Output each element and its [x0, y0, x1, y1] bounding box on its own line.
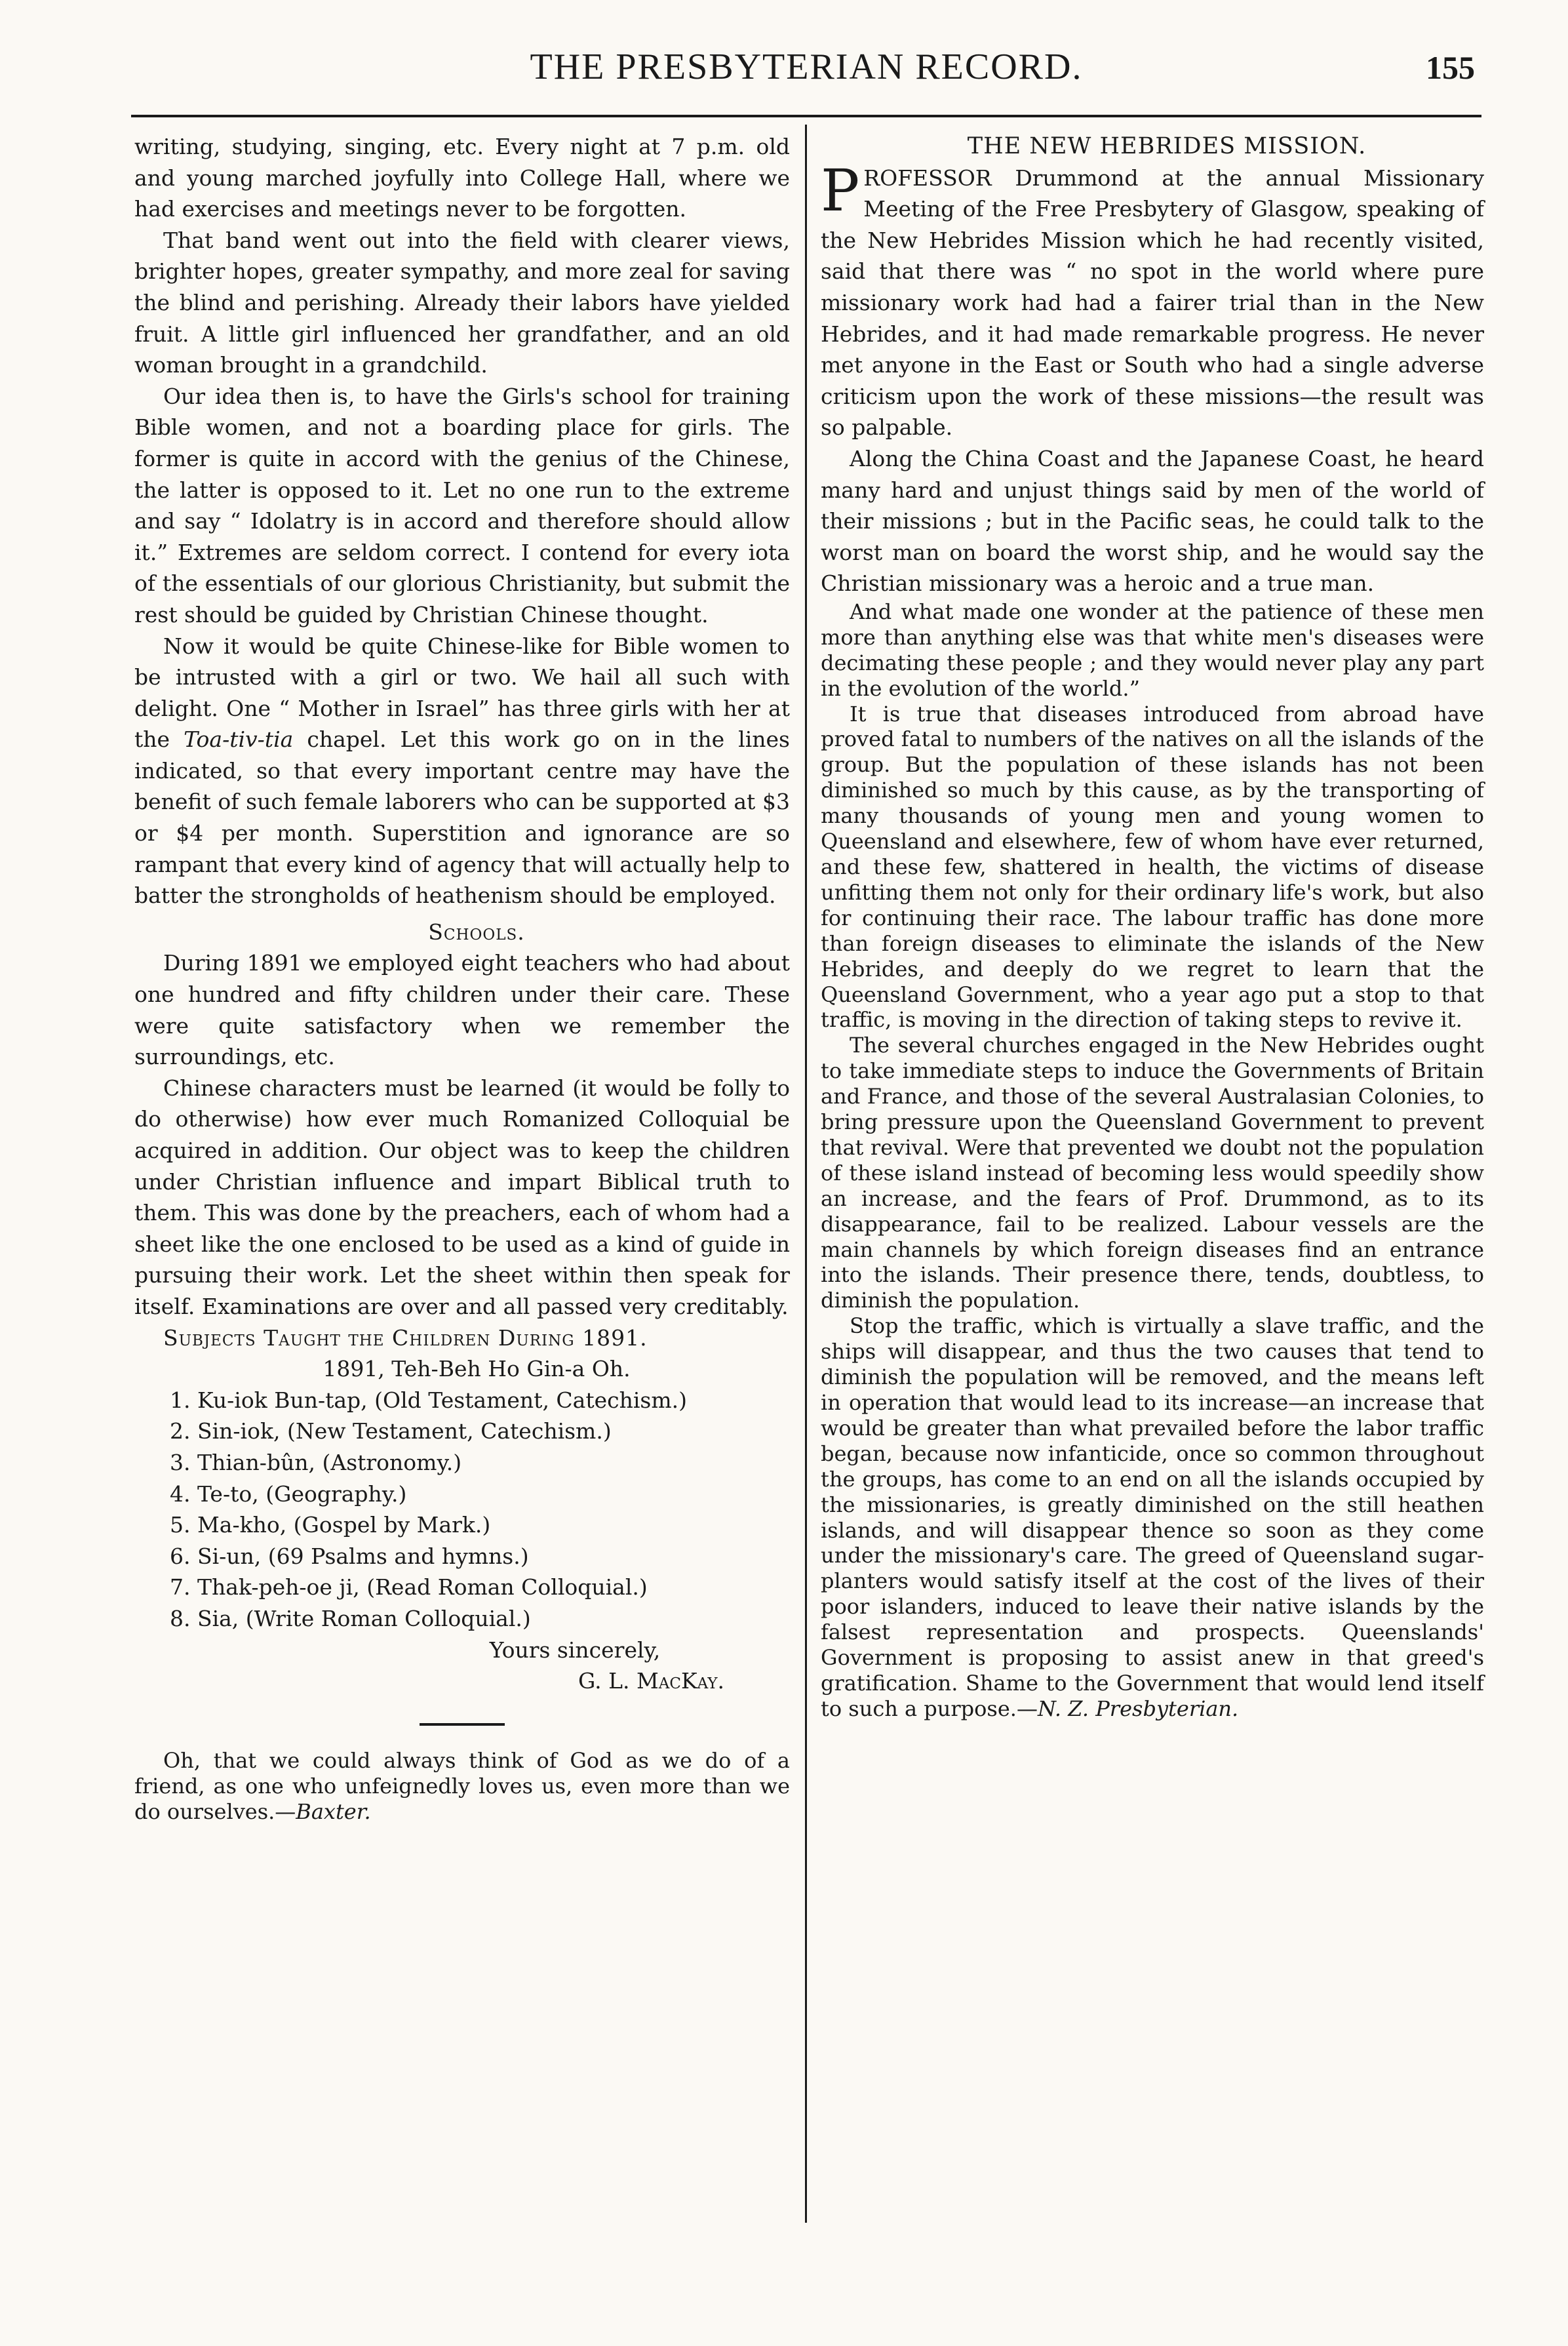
list-item: 7. Thak-peh-oe ji, (Read Roman Colloquial.) [170, 1574, 648, 1600]
article-heading: THE NEW HEBRIDES MISSION. [967, 133, 1367, 159]
list-item: 6. Si-un, (69 Psalms and hymns.) [170, 1543, 529, 1569]
paragraph-text: ROFESSOR Drummond at the annual Missionary Meeting of the Free Presbytery of Glasgow, speaking of the New Hebrides Mission which he had recently visited, said that there was “ no spot in the world where pure missionary work had had a fairer trial than in the New Hebrides, and it had made remarkable progress. He never met anyone in the East or South who had a single adverse criticism upon the work of these missions—the result was so palpable. [821, 165, 1484, 441]
paragraph [821, 156, 1484, 443]
list-item: 5. Ma-kho, (Gospel by Mark.) [170, 1512, 491, 1538]
paragraph: Along the China Coast and the Japanese Coast, he heard many hard and unjust things said by men of the world of their missions ; but in the Pacific seas, he could talk to the worst man on board the worst ship, and he would say the Christian missionary was a heroic and a true man. [821, 445, 1484, 597]
right-column [821, 131, 1484, 1722]
subjects-subheading: 1891, Teh-Beh Ho Gin-a Oh. [323, 1356, 631, 1382]
left-column [134, 131, 790, 1824]
paragraph-text: Stop the traffic, which is virtually a slave traffic, and the ships will disappear, and thus the two causes that tend to diminish the population will be removed, and the means left in operation that would lead to its increase—an increase that would be greater than what prevailed before the labor traffic began, because now infanticide, once so common throughout the groups, has come to an end on all the islands occupied by the missionaries, is greatly diminished on the still heathen islands, and will disappear thence so soon as they come under the missionary's care. The greed of Queensland sugar-planters would satisfy itself at the cost of the lives of their poor islanders, induced to leave their native islands by the falsest representation and prospects. Queenslands' Government is proposing to assist anew in that greed's gratification. Shame to the Government that would lend itself to such a purpose.— [821, 1313, 1484, 1721]
schools-heading: Schools. [428, 919, 525, 945]
list-item: 3. Thian-bûn, (Astronomy.) [170, 1449, 462, 1475]
quote [134, 1748, 790, 1825]
paragraph: It is true that diseases introduced from abroad have proved fatal to numbers of the natives on all the islands of the group. But the population of these islands has not been diminished so much by this cause, as by the transporting of many thousands of young men and young women to Queensland and elsewhere, few of whom have ever returned, and these few, shattered in health, the victims of disease unfitting them not only for their ordinary life's work, but also for continuing their race. The labour traffic has done more than foreign diseases to eliminate the islands of the New Hebrides, and deeply do we regret to learn that the Queensland Government, who a year ago put a stop to that traffic, is moving in the direction of taking steps to revive it. [821, 701, 1484, 1033]
paragraph: That band went out into the field with clearer views, brighter hopes, greater sympathy, and more zeal for saving the blind and perishing. Already their labors have yielded fruit. A little girl influenced her grandfather, and an old woman brought in a grandchild. [134, 227, 790, 378]
signoff: Yours sincerely, [489, 1637, 661, 1663]
source-credit: N. Z. Presbyterian. [1037, 1696, 1239, 1721]
signature: G. L. MacKay. [578, 1668, 724, 1694]
paragraph: Our idea then is, to have the Girls's school for training Bible women, and not a boarding place for girls. The former is quite in accord with the genius of the Chinese, the latter is opposed to it. Let no one run to the extreme and say “ Idolatry is in accord and therefore should allow it.” Extremes are seldom correct. I contend for every iota of the essentials of our glorious Christianity, but submit the rest should be guided by Christian Chinese thought. [134, 383, 790, 627]
small-print-section [821, 599, 1484, 1722]
list-item: 4. Te-to, (Geography.) [170, 1481, 407, 1507]
paragraph-text: Now it would be quite Chinese-like for Bible women to be intrusted with a girl or two. We hail all such with delight. One “ Mother in Israel” has three girls with her at the [134, 633, 790, 753]
column-divider [805, 125, 807, 2223]
paragraph: And what made one wonder at the patience of these men more than anything else was that white men's diseases were decimating these people ; and they would never play any part in the evolution of the world.” [821, 599, 1484, 701]
subjects-list [134, 1385, 790, 1635]
list-item: 1. Ku-iok Bun-tap, (Old Testament, Catechism.) [170, 1387, 688, 1413]
paragraph: writing, studying, singing, etc. Every night at 7 p.m. old and young marched joyfully into College Hall, where we had exercises and meetings never to be forgotten. [134, 134, 790, 222]
header-rule [131, 115, 1481, 117]
place-name: Toa-tiv-tia [184, 726, 294, 753]
page-header [131, 26, 1481, 105]
paragraph: The several churches engaged in the New Hebrides ought to take immediate steps to induce the Governments of Britain and France, and those of the several Australasian Colonies, to bring pressure upon the Queensland Government to prevent that revival. Were that prevented we doubt not the population of these island instead of becoming less would speedily show an increase, and the fears of Prof. Drummond, as to its disappearance, fail to be realized. Labour vessels are the main channels by which foreign diseases find an entrance into the islands. Their presence there, tends, doubtless, to diminish the population. [821, 1033, 1484, 1313]
paragraph-text: chapel. Let this work go on in the lines indicated, so that every important centre may have the benefit of such female laborers who can be supported at $3 or $4 per month. Superstition and ignorance are so rampant that every kind of agency that will actually help to batter the strongholds of heathenism should be employed. [134, 726, 790, 909]
list-item: 2. Sin-iok, (New Testament, Catechism.) [170, 1418, 612, 1444]
journal-title: THE PRESBYTERIAN RECORD. [530, 47, 1083, 87]
subjects-heading: Subjects Taught the Children During 1891. [163, 1324, 648, 1351]
list-item: 8. Sia, (Write Roman Colloquial.) [170, 1605, 531, 1631]
paragraph: During 1891 we employed eight teachers who had about one hundred and fifty children under their care. These were quite satisfactory when we remember the surroundings, etc. [134, 950, 790, 1070]
paragraph [134, 631, 790, 911]
paragraph: Chinese characters must be learned (it would be folly to do otherwise) how ever much Romanized Colloquial be acquired in addition. Our object was to keep the children under Christian influence and impart Biblical truth to them. This was done by the preachers, each of whom had a sheet like the one enclosed to be used as a kind of guide in pursuing their work. Let the sheet within then speak for itself. Examinations are over and all passed very creditably. [134, 1075, 790, 1319]
section-rule [420, 1723, 505, 1726]
quote-author: Baxter. [296, 1799, 371, 1824]
drop-cap: P [821, 156, 860, 224]
page-number: 155 [1426, 49, 1475, 86]
paragraph [821, 1313, 1484, 1722]
quote-text: Oh, that we could always think of God as we do of a friend, as one who unfeignedly loves us, even more than we do ourselves.— [134, 1747, 790, 1824]
